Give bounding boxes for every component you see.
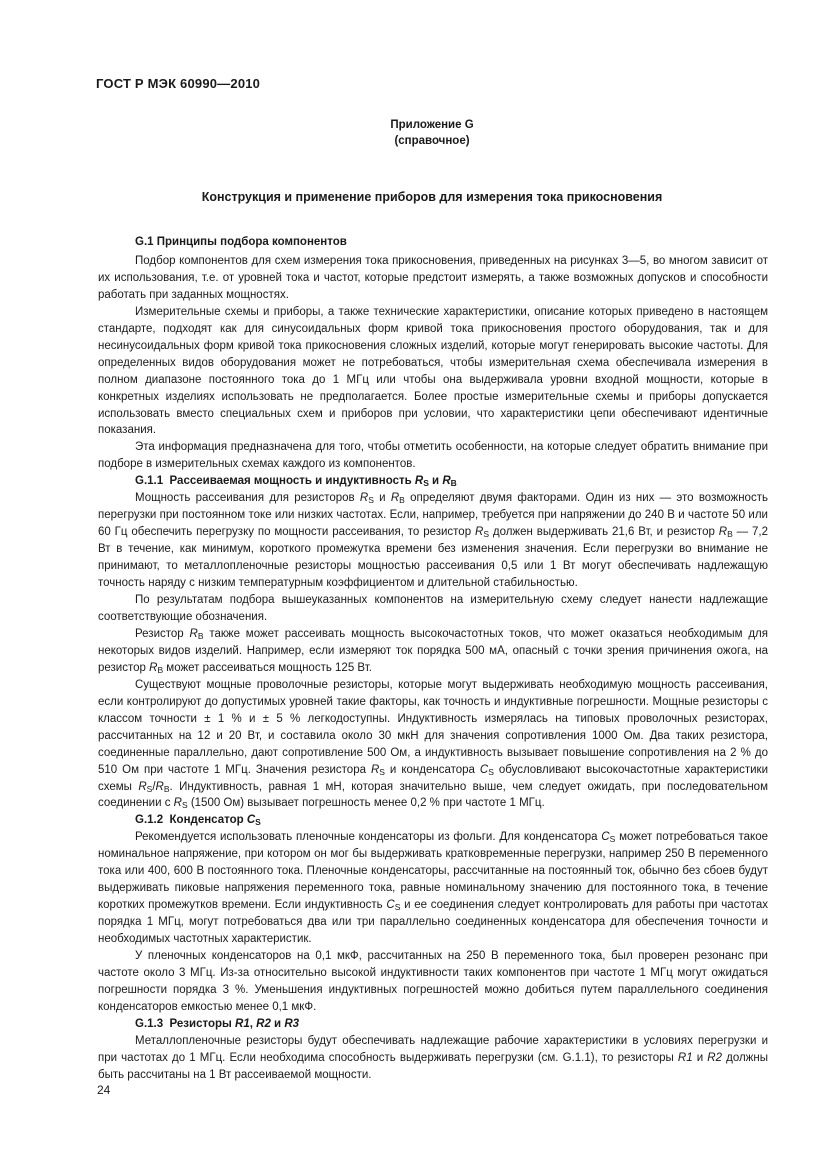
heading-text: Резисторы: [169, 1017, 236, 1030]
section-number: G.1.1: [135, 475, 164, 488]
paragraph-g1-3: Эта информация предназначена для того, чтобы отметить особенности, на которые следует обратить внимание при подборе в измерительных схемах каждого из компонентов.: [98, 441, 768, 471]
symbol: C: [601, 831, 610, 844]
subscript: B: [163, 783, 170, 794]
symbol: R: [359, 492, 369, 505]
text-run: и конденсатора: [384, 763, 480, 776]
symbol: R: [138, 780, 147, 793]
document-header: ГОСТ Р МЭК 60990—2010: [96, 76, 261, 91]
subscript: S: [255, 817, 261, 828]
paragraph-g12-1: [98, 829, 768, 948]
symbol: R: [475, 526, 484, 539]
symbol: R: [173, 797, 182, 810]
paragraph-g11-1: [98, 490, 768, 592]
subscript: S: [488, 766, 494, 777]
paragraph-g11-2: По результатам подбора вышеуказанных компонентов на измерительную схему следует нанести надлежащие соответствующие обозначения.: [98, 594, 768, 623]
symbol: R3: [284, 1017, 300, 1030]
text-run: . Индуктивность, равная 1 мН, которая значительно выше, чем следует ожидать, при последовательном соединении с: [98, 780, 768, 810]
section-g11-heading: [98, 473, 768, 490]
subscript: B: [157, 664, 164, 675]
subscript: S: [368, 495, 374, 506]
subscript: B: [450, 478, 457, 489]
subscript: B: [727, 529, 733, 540]
subscript: S: [609, 834, 616, 845]
text-run: — 7,2 Вт в течение, как минимум, короткого промежутка времени без изменения значения. Если перегрузки во внимание не принимают, то металлопленочные резисторы мощностью рассеивания 0,5 или 1 Вт могут обеспечивать надлежащую точность наряду с низким температурным коэффициентом и длительной стабильностью.: [98, 526, 768, 590]
separator: ,: [249, 1017, 257, 1030]
section-number: G.1.2: [135, 814, 164, 827]
symbol: R1: [677, 1051, 693, 1064]
symbol: R: [149, 661, 158, 674]
section-g12-heading: [98, 812, 768, 829]
subscript: S: [394, 902, 401, 913]
text-run: также может рассеивать мощность высокочастотных токов, что может оказаться необходимым для некоторых видов изделий. Например, если измеряют ток порядка 500 мА, опасный с точки зрения причинения ожога, на резистор: [98, 627, 768, 674]
text-run: (1500 Ом) вызывает погрешность менее 0,2 % при частоте 1 МГц.: [187, 797, 545, 810]
paragraph-g11-3: [98, 626, 768, 677]
text-run: Резистор: [135, 627, 190, 640]
symbol: R: [155, 780, 164, 793]
paragraph-g13-1: [98, 1033, 768, 1084]
appendix-label-block: [0, 117, 826, 149]
appendix-title: Конструкция и применение приборов для измерения тока прикосновения: [201, 190, 663, 204]
section-g13-heading: [98, 1016, 768, 1033]
text-run: и: [373, 492, 391, 505]
symbol: R: [189, 627, 198, 640]
paragraph-g1-1: Подбор компонентов для схем измерения тока прикосновения, приведенных на рисунках 3—5, во многом зависит от их использования, т.е. от уровней тока и частот, которые предстоит измерять, а также возможных допусков и способности работать при заданных мощностях.: [98, 254, 768, 301]
subscript: S: [146, 783, 153, 794]
symbol: R: [442, 475, 451, 488]
text-run: может рассеиваться мощность 125 Вт.: [163, 661, 372, 674]
text-run: Мощность рассеивания для резисторов: [135, 492, 360, 505]
text-run: обусловливают высокочастотные характеристики схемы: [98, 763, 768, 793]
text-run: должны быть рассчитаны на 1 Вт рассеиваемой мощности.: [98, 1051, 768, 1081]
text-run: определяют двумя факторами. Один из них — это возможность перегрузки при постоянном токе или низких частотах. Если, например, требуется при напряжении до 240 В и частоте 50 или 60 Гц обеспечить перегрузку по мощности рассеивания, то резистор: [98, 492, 768, 539]
symbol: R2: [256, 1017, 271, 1030]
text-run: и ее соединения следует контролировать для работы при частотах порядка 1 МГц, могут потребоваться два или три параллельно соединенных конденсатора для обеспечения точности и необходимых частотных характеристик.: [98, 899, 768, 946]
document-body: [98, 234, 768, 1084]
symbol: R: [414, 475, 424, 488]
symbol: R: [718, 526, 728, 539]
subscript: B: [399, 495, 405, 506]
subscript: S: [181, 800, 188, 811]
subscript: S: [379, 766, 385, 777]
page-number: 24: [97, 1083, 111, 1097]
paragraph-g12-2: У пленочных конденсаторов на 0,1 мкФ, рассчитанных на 250 В переменного тока, был проверен резонанс при частоте около 3 МГц. Из-за относительно высокой индуктивности таких компонентов при частоте 1 МГц могут ожидаться погрешности порядка 3 %. Уменьшения индуктивных погрешностей можно добиться путем параллельного соединения конденсаторов емкостью менее 0,1 мкФ.: [98, 950, 768, 1013]
section-g1-heading: G.1 Принципы подбора компонентов: [135, 236, 347, 248]
subscript: S: [483, 529, 489, 540]
appendix-type: (справочное): [394, 135, 470, 147]
text-run: и: [692, 1051, 708, 1064]
paragraph-g11-4: [98, 677, 768, 813]
heading-text: Конденсатор: [169, 814, 247, 827]
text-run: может потребоваться такое номинальное напряжение, при котором он мог бы выдерживать кратковременные перегрузки, например 250 В переменного тока или 400, 600 В постоянного тока. Пленочные конденсаторы, рассчитанные на постоянный ток, обычно без сбоев будут выдерживать пиковые напряжения переменного тока, равные номинальному значению для постоянного тока, в течение коротких промежутков времени. Если индуктивность: [98, 831, 768, 912]
text-run: Металлопленочные резисторы будут обеспечивать надлежащие рабочие характеристики в условиях перегрузки и при частотах до 1 МГц. Если необходима способность выдерживать перегрузки (см. G.1.1), то резисторы: [98, 1034, 768, 1064]
conjunction: и: [428, 475, 443, 488]
symbol: R: [390, 492, 400, 505]
symbol: R1: [235, 1017, 250, 1030]
paragraph-g1-2: Измерительные схемы и приборы, а также технические характеристики, описание которых приведено в настоящем стандарте, подходят как для синусоидальных форм кривой тока прикосновения простого оборудования, так и для несинусоидальных форм кривой тока прикосновения сложных изделий, которые могут генерировать высокие частоты. Для определенных видов оборудования может не потребоваться, чтобы измерительная схема обеспечивала измерения в полном диапазоне постоянного тока до 1 МГц или чтобы она выдерживала уровни входной мощности, которые в конкретных изделиях использовать не предполагается. Более простые измерительные схемы и приборы допускается использовать вместо специальных схем и приборов при условии, что характеристики цепи обеспечивают идентичные показания.: [98, 305, 768, 437]
symbol: C: [246, 814, 256, 827]
subscript: S: [423, 478, 429, 489]
symbol: R2: [707, 1051, 722, 1064]
symbol: R: [370, 763, 380, 776]
text-run: Рекомендуется использовать пленочные конденсаторы из фольги. Для конденсатора: [135, 831, 602, 844]
symbol: C: [479, 763, 489, 776]
conjunction: и: [270, 1017, 285, 1030]
text-run: Существуют мощные проволочные резисторы, которые могут выдерживать необходимую мощность рассеивания, если контролируют до допустимых уровней такие факторы, как точность и индуктивные погрешности. Мощные резисторы с классом точности ± 1 % и ± 5 % легкодоступны. Индуктивность измерялась на типовых проволочных резисторах, рассчитанных на 12 и 20 Вт, и составила около 30 мкН для значения сопротивления 1000 Ом. Два таких резистора, соединенные параллельно, дают сопротивление 500 Ом, а индуктивность вызывает повышение сопротивления на 2 % до 510 Ом при частоте 1 МГц. Значения резистора: [98, 678, 768, 776]
heading-text: Рассеиваемая мощность и индуктивность: [169, 475, 415, 488]
text-run: должен выдерживать 21,6 Вт, и резистор: [488, 526, 719, 539]
appendix-label: Приложение G: [390, 119, 474, 131]
symbol: C: [386, 899, 395, 912]
text-run: /: [152, 780, 156, 793]
section-number: G.1.3: [135, 1017, 164, 1030]
subscript: B: [197, 630, 204, 641]
